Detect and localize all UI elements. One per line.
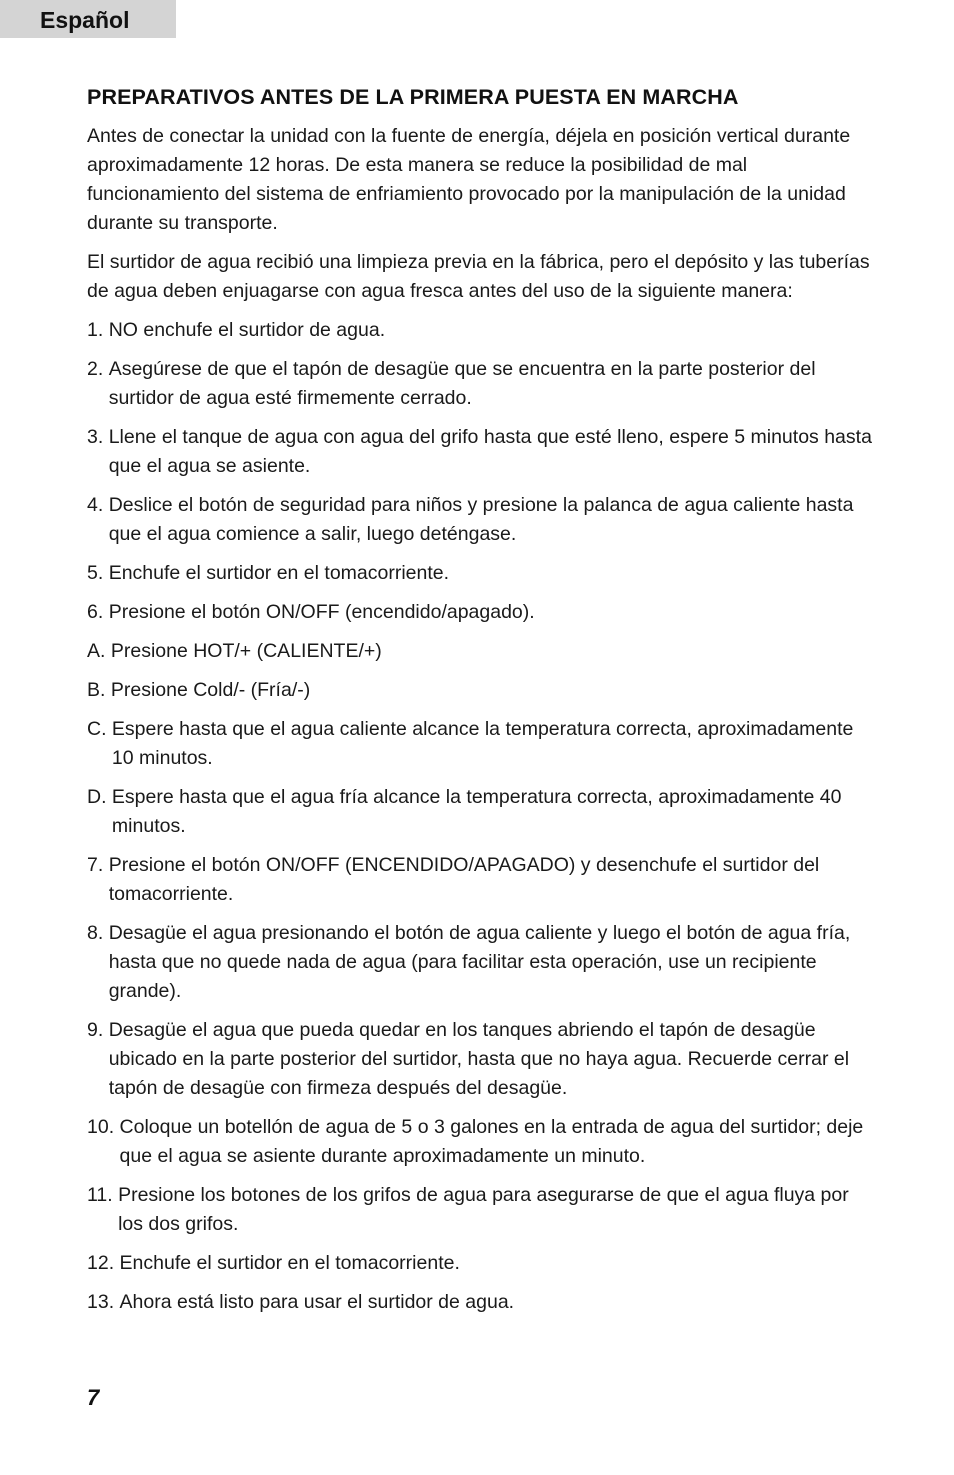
step-number: 10. <box>87 1116 120 1138</box>
section-title: PREPARATIVOS ANTES DE LA PRIMERA PUESTA EN MARCHA <box>87 85 739 109</box>
cleaning-paragraph: El surtidor de agua recibió una limpieza previa en la fábrica, pero el depósito y las tuberías de agua deben enjuagarse con agua fresca antes del uso de la siguiente manera: <box>87 251 870 302</box>
step-5 <box>87 559 877 588</box>
step-text: Llene el tanque de agua con agua del grifo hasta que esté lleno, espere 5 minutos hasta que el agua se asiente. <box>108 426 872 477</box>
step-number: 2. <box>87 358 109 380</box>
step-text: Enchufe el surtidor en el tomacorriente. <box>108 562 450 584</box>
step-number: 8. <box>87 922 109 944</box>
step-number: 12. <box>87 1252 120 1274</box>
step-text: Espere hasta que el agua caliente alcance la temperatura correcta, aproximadamente 10 minutos. <box>111 718 854 769</box>
step-number: A. <box>87 640 111 662</box>
step-number: 7. <box>87 854 109 876</box>
step-3 <box>87 423 877 481</box>
step-number: B. <box>87 679 111 701</box>
step-number: 3. <box>87 426 109 448</box>
step-number: 1. <box>87 319 109 341</box>
step-text: Espere hasta que el agua fría alcance la temperatura correcta, aproximadamente 40 minutos. <box>111 786 842 837</box>
language-tab: Español <box>0 0 176 38</box>
step-text: Desagüe el agua presionando el botón de agua caliente y luego el botón de agua fría, hasta que no quede nada de agua (para facilitar esta operación, use un recipiente grande). <box>108 922 851 1002</box>
step-text: Ahora está listo para usar el surtidor de agua. <box>119 1291 515 1313</box>
step-text: Deslice el botón de seguridad para niños y presione la palanca de agua caliente hasta que el agua comience a salir, luego deténgase. <box>108 494 854 545</box>
step-text: Desagüe el agua que pueda quedar en los tanques abriendo el tapón de desagüe ubicado en la parte posterior del surtidor, hasta que no haya agua. Recuerde cerrar el tapón de desagüe con firmeza después del desagüe. <box>108 1019 850 1099</box>
step-4 <box>87 491 877 549</box>
step-text: Presione el botón ON/OFF (encendido/apagado). <box>108 601 535 623</box>
step-d <box>87 783 877 841</box>
step-2 <box>87 355 877 413</box>
step-number: 13. <box>87 1291 120 1313</box>
step-c <box>87 715 877 773</box>
step-number: 9. <box>87 1019 109 1041</box>
step-7 <box>87 851 877 909</box>
step-number: 5. <box>87 562 109 584</box>
step-13 <box>87 1288 877 1317</box>
step-10 <box>87 1113 877 1171</box>
step-text: NO enchufe el surtidor de agua. <box>108 319 386 341</box>
step-number: D. <box>87 786 112 808</box>
step-text: Presione Cold/- (Fría/-) <box>110 679 311 701</box>
step-text: Coloque un botellón de agua de 5 o 3 galones en la entrada de agua del surtidor; deje que el agua se asiente durante aproximadamente un minuto. <box>119 1116 864 1167</box>
step-11 <box>87 1181 877 1239</box>
step-8 <box>87 919 877 1006</box>
step-number: C. <box>87 718 112 740</box>
step-text: Presione HOT/+ (CALIENTE/+) <box>110 640 382 662</box>
step-text: Presione los botones de los grifos de agua para asegurarse de que el agua fluya por los dos grifos. <box>118 1184 849 1235</box>
step-6 <box>87 598 877 627</box>
instructions-section <box>87 82 877 1327</box>
step-text: Asegúrese de que el tapón de desagüe que se encuentra en la parte posterior del surtidor de agua esté firmemente cerrado. <box>108 358 816 409</box>
step-number: 4. <box>87 494 109 516</box>
step-12 <box>87 1249 877 1278</box>
intro-paragraph: Antes de conectar la unidad con la fuente de energía, déjela en posición vertical durante aproximadamente 12 horas. De esta manera se reduce la posibilidad de mal funcionamiento del sistema de enfriamiento provocado por la manipulación de la unidad durante su transporte. <box>87 125 851 234</box>
step-9 <box>87 1016 877 1103</box>
step-text: Enchufe el surtidor en el tomacorriente. <box>119 1252 460 1274</box>
step-b <box>87 676 877 705</box>
step-number: 6. <box>87 601 109 623</box>
step-1 <box>87 316 877 345</box>
step-number: 11. <box>87 1184 119 1206</box>
page-number: 7 <box>87 1385 100 1410</box>
step-text: Presione el botón ON/OFF (ENCENDIDO/APAGADO) y desenchufe el surtidor del tomacorriente. <box>108 854 820 905</box>
step-a <box>87 637 877 666</box>
